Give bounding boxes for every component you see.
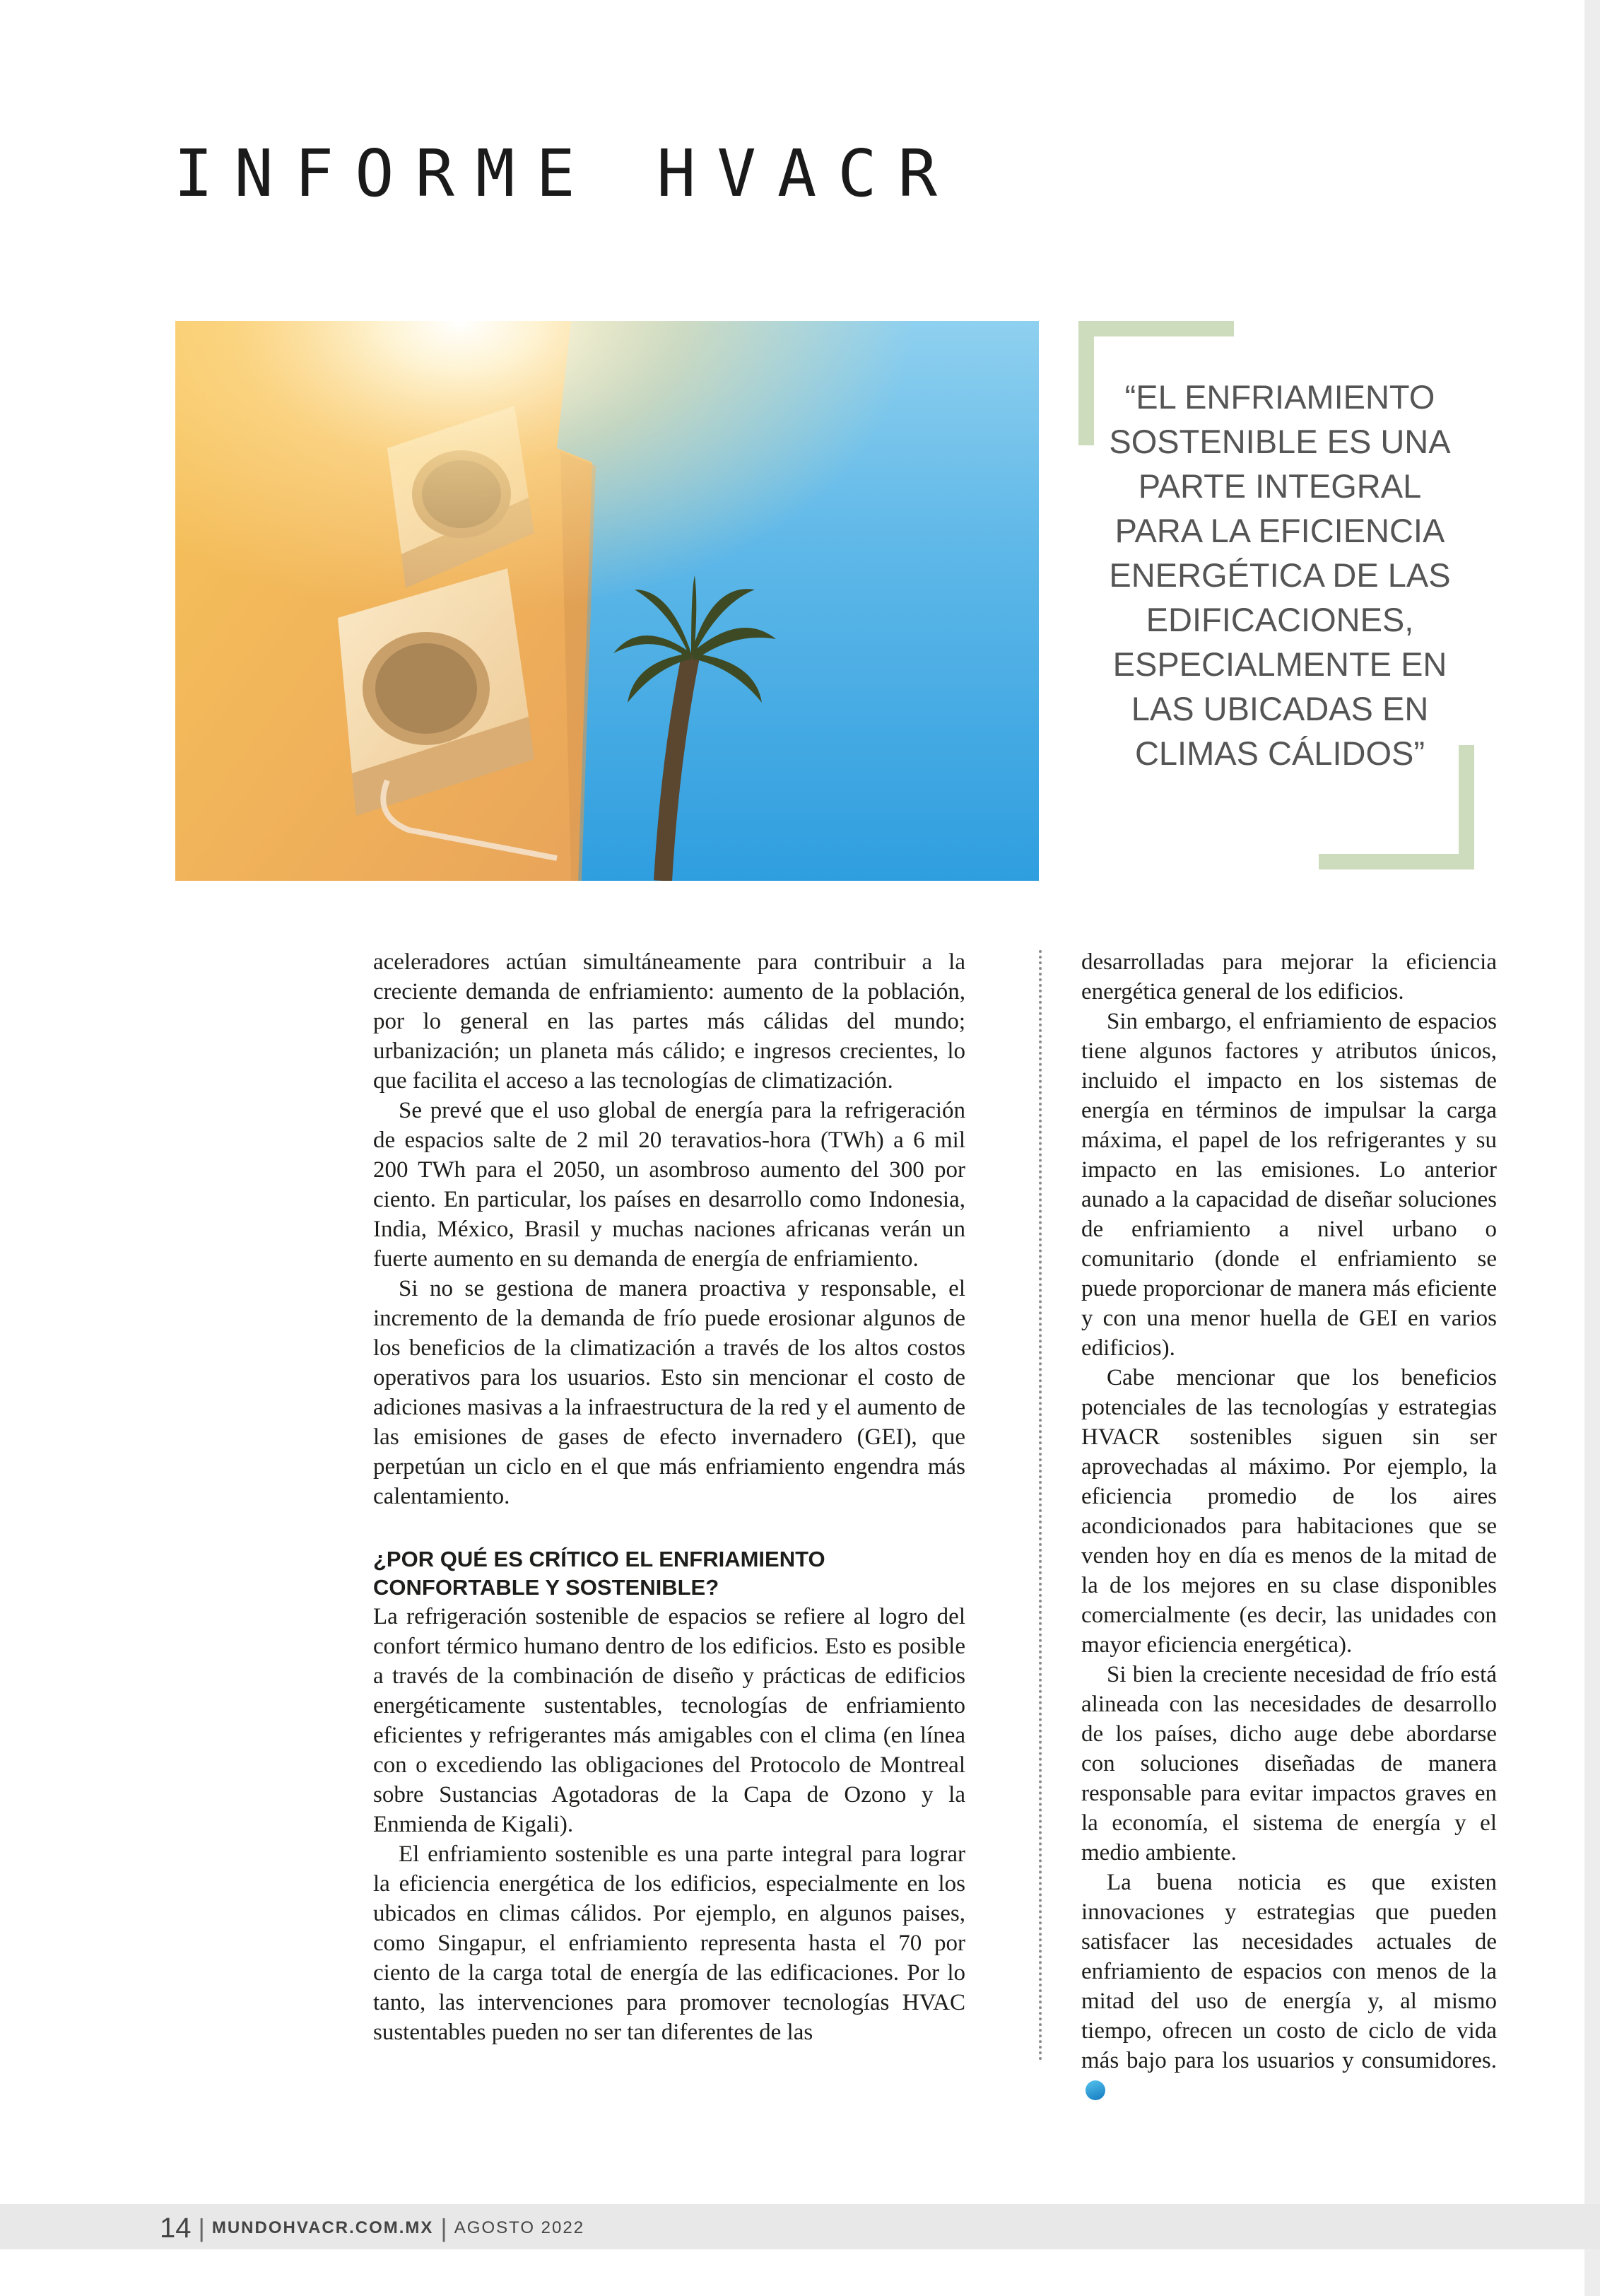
pull-quote-box: [1078, 321, 1474, 869]
article-column-left: [373, 947, 965, 2047]
paragraph: La refrigeración sostenible de espacios se refiere al logro del confort térmico humano dentro de los edificios. Esto es posible a través de la combinación de diseño y prácticas de edificios energéticamente sustentables, tecnologías de enfriamiento eficientes y refrigerantes más amigables con el clima (en línea con o excediendo las obligaciones del Protocolo de Montreal sobre Sustancias Agotadoras de la Capa de Ozono y la Enmienda de Kigali).: [373, 1604, 965, 1837]
paragraph: Si bien la creciente necesidad de frío está alineada con las necesidades de desarrollo de los países, dicho auge debe abordarse con soluciones diseñadas de manera responsable para evitar impactos graves en la economía, el sistema de energía y el medio ambiente.: [1081, 1662, 1497, 1866]
paragraph: Cabe mencionar que los beneficios potenciales de las tecnologías y estrategias HVACR sostenibles siguen sin ser aprovechadas al máximo. Por ejemplo, la eficiencia promedio de los aires acondicionados para habitaciones que se venden hoy en día es menos de la mitad de la de los mejores en su clase disponibles comercialmente (es decir, las unidades con mayor eficiencia energética).: [1081, 1365, 1497, 1658]
article-column-right: [1081, 947, 1497, 2105]
footer-website[interactable]: MUNDOHVACR.COM.MX: [211, 2218, 434, 2237]
paragraph: Se prevé que el uso global de energía para la refrigeración de espacios salte de 2 mil 20 teravatios-hora (TWh) a 6 mil 200 TWh para el 2050, un asombroso aumento del 300 por ciento. En particular, los países en desarrollo como Indonesia, India, México, Brasil y muchas naciones africanas verán un fuerte aumento en su demanda de energía de enfriamiento.: [373, 1098, 965, 1272]
column-divider: [1039, 950, 1042, 2061]
footer-issue: AGOSTO 2022: [454, 2218, 585, 2237]
paragraph: aceleradores actúan simultáneamente para contribuir a la creciente demanda de enfriamiento: aumento de la población, por lo general en las partes más cálidas del mundo; urbanización; un planeta más cálido; e ingresos crecientes, lo que facilita el acceso a las tecnologías de climatización.: [373, 949, 965, 1094]
footer: [160, 2208, 584, 2248]
paragraph: Sin embargo, el enfriamiento de espacios tiene algunos factores y atributos únicos, incluido el impacto en los sistemas de energía en términos de impulsar la carga máxima, el papel de los refrigerantes y su impacto en las emisiones. Lo anterior aunado a la capacidad de diseñar soluciones de enfriamiento a nivel urbano o comunitario (donde el enfriamiento se puede proporcionar de manera más eficiente y con una menor huella de GEI en varios edificios).: [1081, 1009, 1497, 1361]
paragraph-final: [1081, 1868, 1497, 2105]
end-mark-icon: [1086, 2080, 1105, 2100]
article-photo: [175, 321, 1039, 881]
footer-separator: |: [198, 2213, 205, 2242]
air-conditioner-illustration: [175, 321, 1039, 881]
pull-quote: “EL ENFRIAMIENTO SOSTENIBLE ES UNA PARTE INTEGRAL PARA LA EFICIENCIA ENERGÉTICA DE LAS EDIFICACIONES, ESPECIALMENTE EN LAS UBICADAS EN CLIMAS CÁLIDOS”: [1109, 378, 1451, 772]
paragraph: El enfriamiento sostenible es una parte integral para lograr la eficiencia energética de los edificios, especialmente en los ubicados en climas cálidos. Por ejemplo, en algunos paises, como Singapur, el enfriamiento representa hasta el 70 por ciento de la carga total de energía de las edificaciones. Por lo tanto, las intervenciones para promover tecnologías HVAC sustentables pueden no ser tan diferentes de las: [373, 1841, 965, 2045]
paragraph: desarrolladas para mejorar la eficiencia energética general de los edificios.: [1081, 949, 1497, 1004]
page-number: 14: [160, 2212, 192, 2244]
section-title: INFORME HVACR: [174, 136, 959, 211]
paragraph: Si no se gestiona de manera proactiva y responsable, el incremento de la demanda de frío puede erosionar algunos de los beneficios de la climatización a través de los altos costos operativos para los usuarios. Esto sin mencionar el costo de adiciones masivas a la infraestructura de la red y el aumento de las emisiones de gases de efecto invernadero (GEI), que perpetúan un ciclo en el que más enfriamiento engendra más calentamiento.: [373, 1276, 965, 1509]
footer-separator: |: [440, 2213, 447, 2242]
subheading: ¿POR QUÉ ES CRÍTICO EL ENFRIAMIENTO CONFORTABLE Y SOSTENIBLE?: [373, 1547, 825, 1600]
paragraph-text: La buena noticia es que existen innovaciones y estrategias que pueden satisfacer las necesidades actuales de enfriamiento de espacios con menos de la mitad del uso de energía y, al mismo tiempo, ofrecen un costo de ciclo de vida más bajo para los usuarios y consumidores.: [1081, 1870, 1497, 2073]
page-edge-strip: [1584, 0, 1600, 2296]
